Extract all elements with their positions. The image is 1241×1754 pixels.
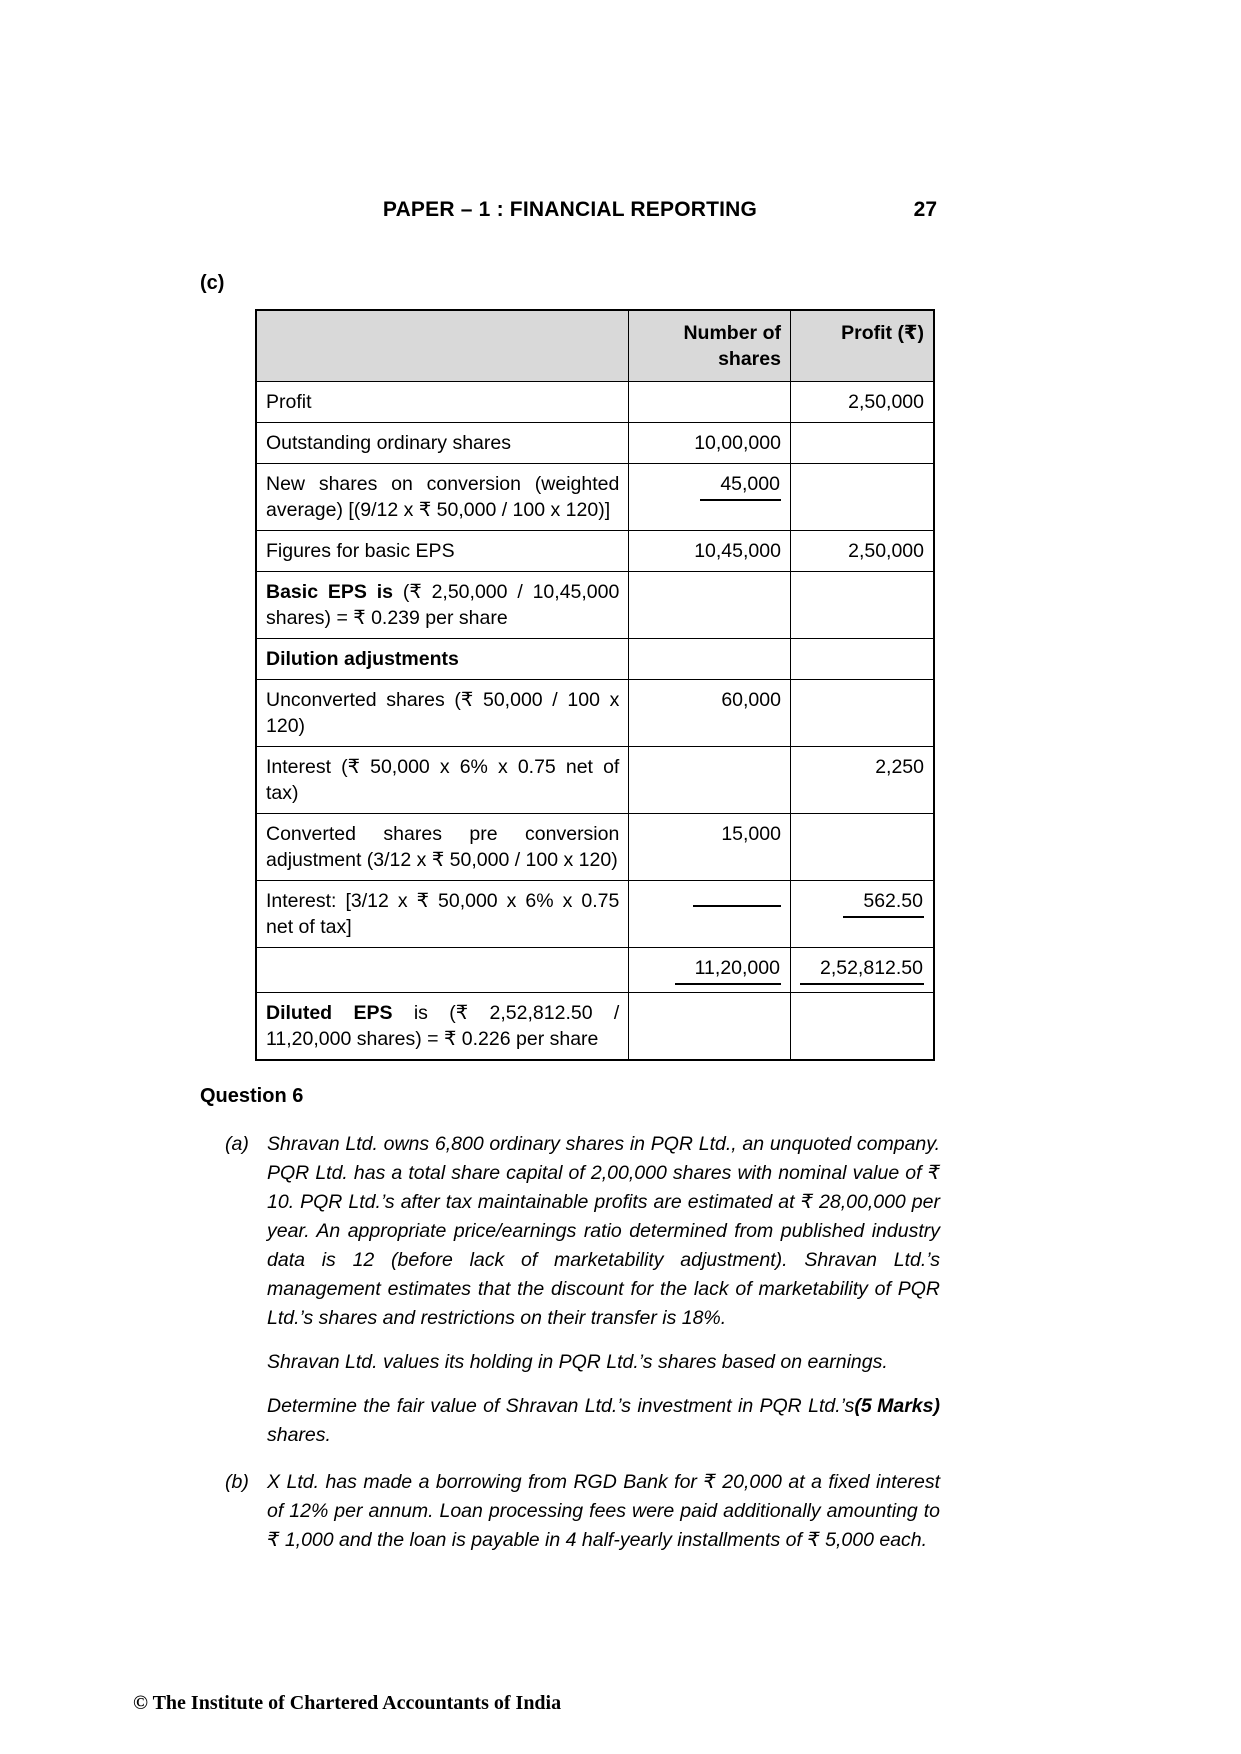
profit-cell: 2,50,000 xyxy=(790,382,934,423)
desc-cell: Converted shares pre conversion adjustment (3/12 x ₹ 50,000 / 100 x 120) xyxy=(256,814,629,881)
desc-cell xyxy=(256,572,629,639)
table-row xyxy=(256,993,934,1061)
underlined-total: 11,20,000 xyxy=(675,955,781,985)
bold-label: Diluted EPS xyxy=(266,1002,393,1024)
profit-cell xyxy=(790,993,934,1061)
col-header-profit: Profit (₹) xyxy=(790,310,934,382)
desc-cell xyxy=(256,639,629,680)
subtotal-rule xyxy=(693,904,781,907)
bold-label: Dilution adjustments xyxy=(266,648,459,670)
question-6a-para2: Shravan Ltd. values its holding in PQR Ltd.’s shares based on earnings. xyxy=(267,1351,888,1373)
bold-label: Basic EPS is xyxy=(266,581,393,603)
shares-cell xyxy=(629,993,791,1061)
table-row xyxy=(256,572,934,639)
table-row xyxy=(256,881,934,948)
profit-cell xyxy=(790,572,934,639)
item-marker-b: (b) xyxy=(225,1471,249,1493)
question-6a xyxy=(200,1130,940,1450)
shares-cell: 10,45,000 xyxy=(629,531,791,572)
table-row xyxy=(256,680,934,747)
question-6-heading: Question 6 xyxy=(200,1085,304,1107)
shares-cell xyxy=(629,464,791,531)
profit-cell xyxy=(790,423,934,464)
table-row xyxy=(256,382,934,423)
profit-cell xyxy=(790,948,934,993)
profit-cell xyxy=(790,639,934,680)
shares-cell xyxy=(629,881,791,948)
desc-cell: New shares on conversion (weighted average) [(9/12 x ₹ 50,000 / 100 x 120)] xyxy=(256,464,629,531)
underlined-value: 45,000 xyxy=(700,471,781,501)
underlined-total: 2,52,812.50 xyxy=(800,955,924,985)
profit-cell xyxy=(790,881,934,948)
table-row xyxy=(256,639,934,680)
profit-cell xyxy=(790,814,934,881)
item-marker-a: (a) xyxy=(225,1133,249,1155)
profit-cell xyxy=(790,680,934,747)
col-header-number-of-shares: Number of shares xyxy=(629,310,791,382)
profit-cell: 2,250 xyxy=(790,747,934,814)
col-header-description xyxy=(256,310,629,382)
table-row xyxy=(256,531,934,572)
table-row xyxy=(256,747,934,814)
desc-cell: Interest: [3/12 x ₹ 50,000 x 6% x 0.75 net of tax] xyxy=(256,881,629,948)
desc-cell xyxy=(256,948,629,993)
underlined-value: 562.50 xyxy=(843,888,924,918)
desc-cell: Profit xyxy=(256,382,629,423)
marks-badge: (5 Marks) xyxy=(854,1395,940,1417)
question-6a-body xyxy=(267,1130,940,1450)
page-content xyxy=(200,198,940,1555)
shares-cell: 15,000 xyxy=(629,814,791,881)
table-row xyxy=(256,814,934,881)
desc-cell: Figures for basic EPS xyxy=(256,531,629,572)
question-6b-para1: X Ltd. has made a borrowing from RGD Bank for ₹ 20,000 at a fixed interest of 12% per annum. Loan processing fees were paid additionally amounting to ₹ 1,000 and the loan is payable in 4 half-yearly installments of ₹ 5,000 each. xyxy=(267,1471,940,1551)
copyright-footer: © The Institute of Chartered Accountants of India xyxy=(133,1692,562,1714)
profit-cell: 2,50,000 xyxy=(790,531,934,572)
table-row xyxy=(256,423,934,464)
shares-cell xyxy=(629,639,791,680)
shares-cell: 10,00,000 xyxy=(629,423,791,464)
table-row xyxy=(256,948,934,993)
question-6a-requirement xyxy=(267,1392,940,1450)
desc-cell: Interest (₹ 50,000 x 6% x 0.75 net of tax) xyxy=(256,747,629,814)
label-rest: (₹ 2,50,000 / 10,45,000 shares) = ₹ 0.239 per share xyxy=(266,581,620,629)
shares-cell: 60,000 xyxy=(629,680,791,747)
shares-cell xyxy=(629,747,791,814)
shares-cell xyxy=(629,382,791,423)
question-6a-para1: Shravan Ltd. owns 6,800 ordinary shares in PQR Ltd., an unquoted company. PQR Ltd. has a total share capital of 2,00,000 shares with nominal value of ₹ 10. PQR Ltd.’s after tax maintainable profits are estimated at ₹ 28,00,000 per year. An appropriate price/earnings ratio determined from published industry data is 12 (before lack of marketability adjustment). Shravan Ltd.’s management estimates that the discount for the lack of marketability of PQR Ltd.’s shares and restrictions on their transfer is 18%. xyxy=(267,1133,940,1329)
label-rest: is (₹ 2,52,812.50 / 11,20,000 shares) = ₹ 0.226 per share xyxy=(266,1002,620,1050)
page-title: PAPER – 1 : FINANCIAL REPORTING xyxy=(382,198,758,221)
desc-cell: Unconverted shares (₹ 50,000 / 100 x 120) xyxy=(256,680,629,747)
question-6b xyxy=(200,1468,940,1555)
question-6b-body xyxy=(267,1468,940,1555)
shares-cell xyxy=(629,948,791,993)
shares-cell xyxy=(629,572,791,639)
eps-computation-table xyxy=(255,309,935,1061)
requirement-text: Determine the fair value of Shravan Ltd.’s investment in PQR Ltd.’s shares. xyxy=(267,1395,855,1446)
page-number: 27 xyxy=(913,198,937,221)
desc-cell: Outstanding ordinary shares xyxy=(256,423,629,464)
desc-cell xyxy=(256,993,629,1061)
table-row xyxy=(256,464,934,531)
page-header xyxy=(200,198,940,230)
table-header-row xyxy=(256,310,934,382)
section-label-c: (c) xyxy=(200,272,225,294)
profit-cell xyxy=(790,464,934,531)
